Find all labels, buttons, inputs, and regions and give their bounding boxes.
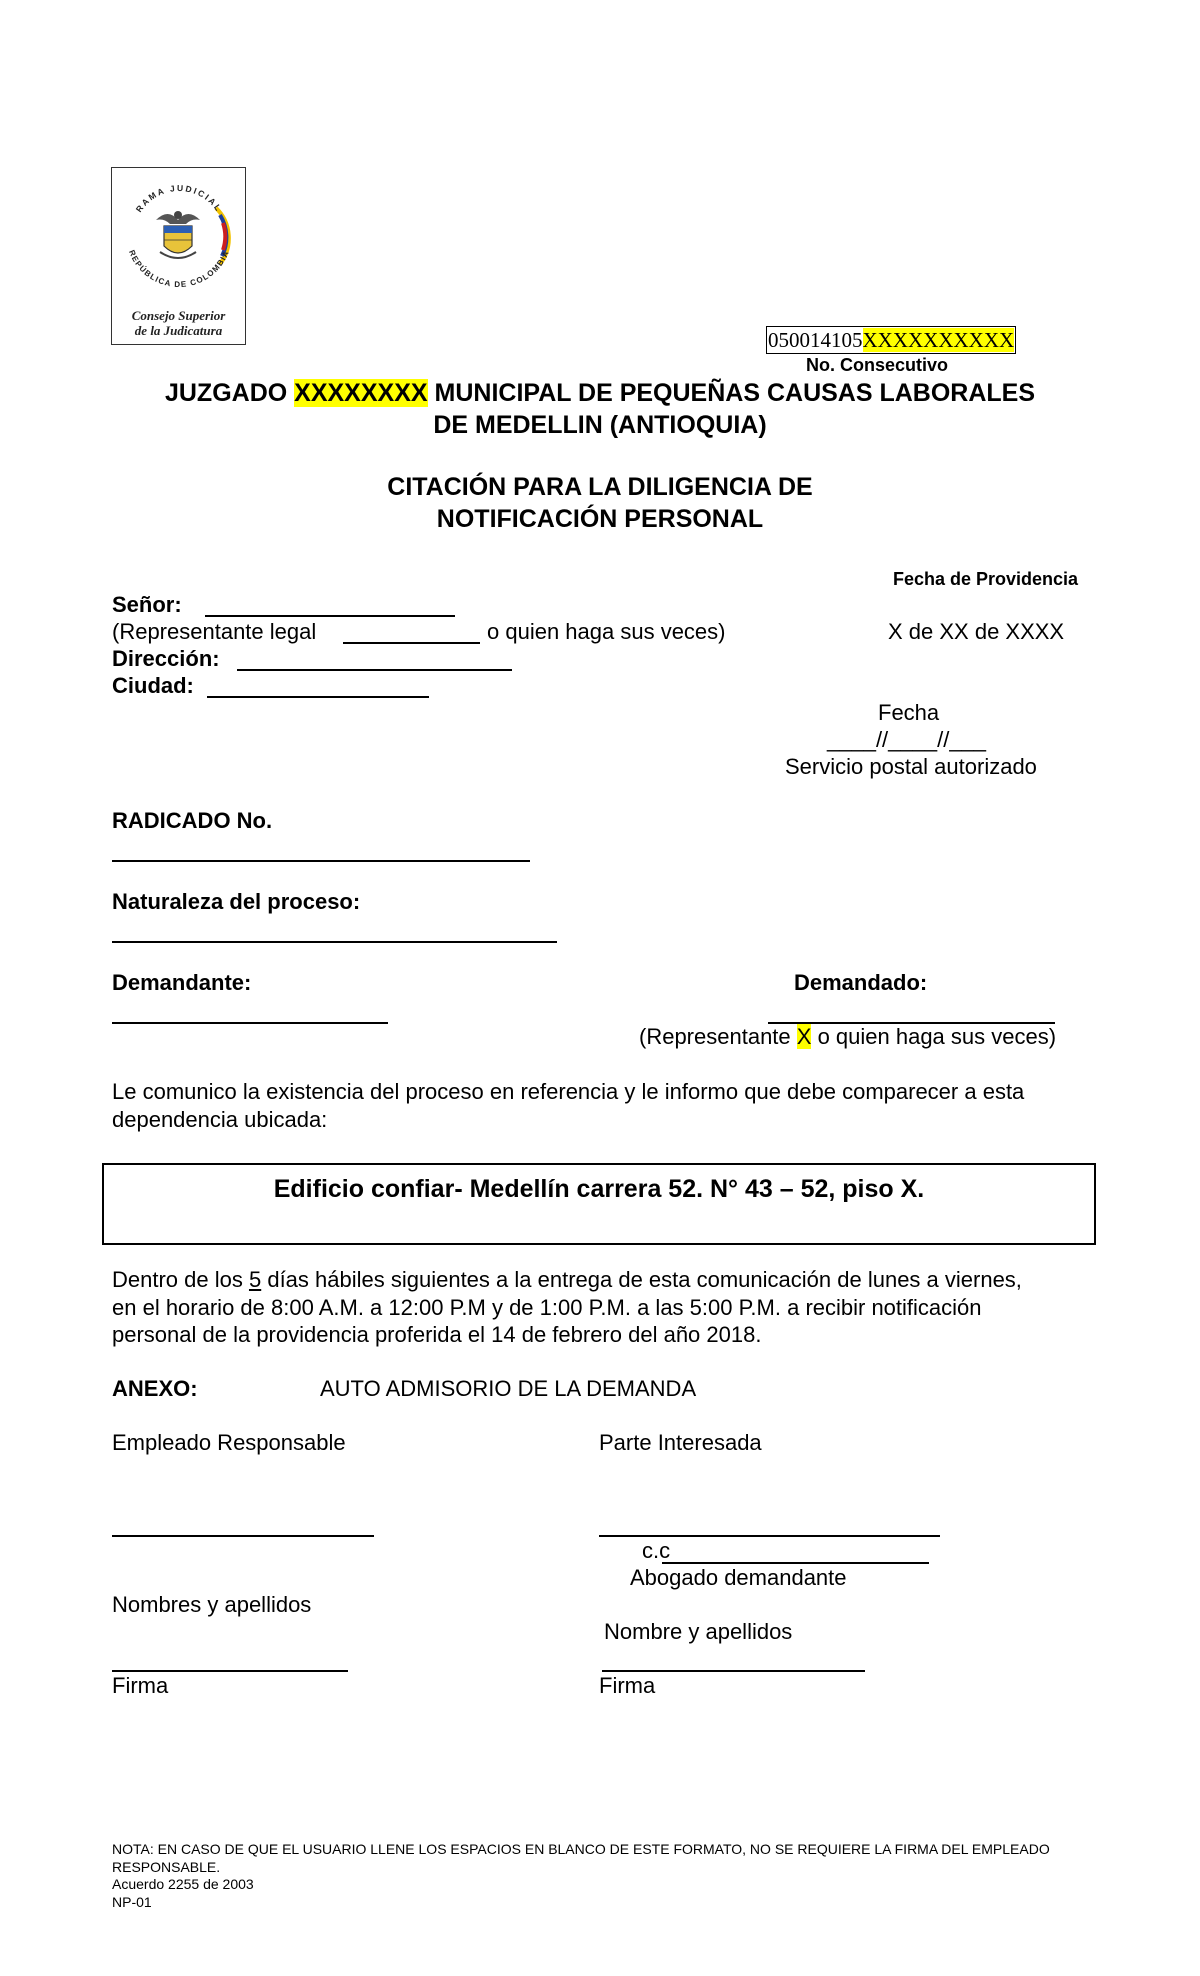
firma-left-line: [112, 1670, 348, 1672]
demandante-label: Demandante:: [112, 970, 252, 995]
consecutive-label: No. Consecutivo: [806, 355, 949, 375]
radicado-label: RADICADO No.: [112, 808, 273, 833]
representante-end: o quien haga sus veces): [487, 619, 726, 644]
consecutive-number-box: [766, 326, 1016, 354]
naturaleza-blank: [112, 941, 557, 943]
fecha-providencia-label: Fecha de Providencia: [893, 569, 1079, 589]
demandado-representante: [639, 1024, 1056, 1050]
address-box: [102, 1163, 1096, 1245]
parte-interesada-label: Parte Interesada: [599, 1430, 762, 1455]
logo-arc-top: RAMA JUDICIAL: [133, 182, 225, 215]
anexo-label: ANEXO:: [112, 1376, 198, 1401]
dentro-start: Dentro de los: [112, 1267, 249, 1292]
logo-caption-line2: de la Judicatura: [134, 323, 223, 338]
coat-of-arms-icon: [112, 168, 245, 308]
svg-text:RAMA JUDICIAL: [134, 183, 225, 214]
document-title-line2: NOTIFICACIÓN PERSONAL: [436, 505, 764, 533]
empleado-responsable-label: Empleado Responsable: [112, 1430, 346, 1455]
abogado-demandante-label: Abogado demandante: [630, 1565, 847, 1590]
consecutive-prefix: 050014105: [768, 328, 863, 352]
nombre-apellidos-label: Nombre y apellidos: [604, 1619, 793, 1644]
dentro-line1-end: días hábiles siguientes a la entrega de esta comunicación de lunes a viernes,: [261, 1267, 1022, 1292]
demandado-rep-end: o quien haga sus veces): [811, 1024, 1057, 1049]
office-address: Edificio confiar- Medellín carrera 52. N° 43 – 52, piso X.: [273, 1175, 925, 1203]
direccion-blank: [237, 669, 512, 671]
nombres-apellidos-label: Nombres y apellidos: [112, 1592, 312, 1617]
fecha-label: Fecha: [878, 700, 940, 725]
demandante-blank: [112, 1022, 388, 1024]
firma-right-line: [602, 1670, 865, 1672]
senor-blank: [205, 615, 455, 617]
document-title-line1: CITACIÓN PARA LA DILIGENCIA DE: [387, 473, 813, 501]
naturaleza-label: Naturaleza del proceso:: [112, 889, 361, 914]
demandado-label: Demandado:: [794, 970, 928, 995]
logo-arc-bottom: REPÚBLICA DE COLOMBIA: [126, 248, 232, 290]
demandado-rep-placeholder: X: [796, 1024, 812, 1049]
dentro-line3: personal de la providencia proferida el 14 de febrero del año 2018.: [112, 1322, 762, 1347]
dentro-line2: en el horario de 8:00 A.M. a 12:00 P.M y de 1:00 P.M. a las 5:00 P.M. a recibir notificación: [112, 1295, 982, 1320]
cc-blank: [662, 1562, 929, 1564]
comunico-paragraph: Le comunico la existencia del proceso en referencia y le informo que debe comparecer a esta dependencia ubicada:: [112, 1079, 1025, 1132]
anexo-value: AUTO ADMISORIO DE LA DEMANDA: [320, 1376, 697, 1401]
logo-caption: [112, 308, 245, 338]
postal-service-label: Servicio postal autorizado: [785, 754, 1037, 779]
empleado-signature-line: [112, 1535, 374, 1537]
fecha-value: ____//____//___: [827, 727, 987, 752]
direccion-label: Dirección:: [112, 646, 220, 671]
firma-right-label: Firma: [599, 1673, 656, 1698]
court-title-start: JUZGADO: [164, 379, 295, 407]
representante-blank: [343, 642, 480, 644]
cc-label: c.c: [642, 1538, 671, 1563]
footer-code: NP-01: [112, 1894, 152, 1910]
ciudad-blank: [207, 696, 429, 698]
ciudad-label: Ciudad:: [112, 673, 194, 698]
fecha-providencia-value: X de XX de XXXX: [888, 619, 1065, 644]
dentro-days: 5: [248, 1267, 262, 1292]
consecutive-placeholder: XXXXXXXXXX: [862, 328, 1015, 352]
court-title-end: MUNICIPAL DE PEQUEÑAS CAUSAS LABORALES: [427, 379, 1036, 407]
senor-label: Señor:: [112, 592, 182, 617]
radicado-blank: [112, 860, 530, 862]
court-name-placeholder: XXXXXXXX: [294, 379, 428, 407]
demandado-rep-start: (Representante: [639, 1024, 797, 1049]
firma-left-label: Firma: [112, 1673, 169, 1698]
footer-note: NOTA: EN CASO DE QUE EL USUARIO LLENE LOS ESPACIOS EN BLANCO DE ESTE FORMATO, NO SE REQUIERE LA FIRMA DEL EMPLEADO RESPONSABLE.: [112, 1841, 1050, 1875]
parte-signature-line: [599, 1535, 940, 1537]
dentro-line1: [112, 1267, 1022, 1293]
footer-acuerdo: Acuerdo 2255 de 2003: [112, 1876, 254, 1892]
court-title: [0, 378, 1200, 409]
court-city: DE MEDELLIN (ANTIOQUIA): [433, 411, 767, 439]
representante-start: (Representante legal: [112, 619, 317, 644]
judicial-logo: [111, 167, 246, 345]
logo-caption-line1: Consejo Superior: [131, 308, 226, 323]
svg-text:REPÚBLICA DE COLOMBIA: [127, 249, 231, 289]
